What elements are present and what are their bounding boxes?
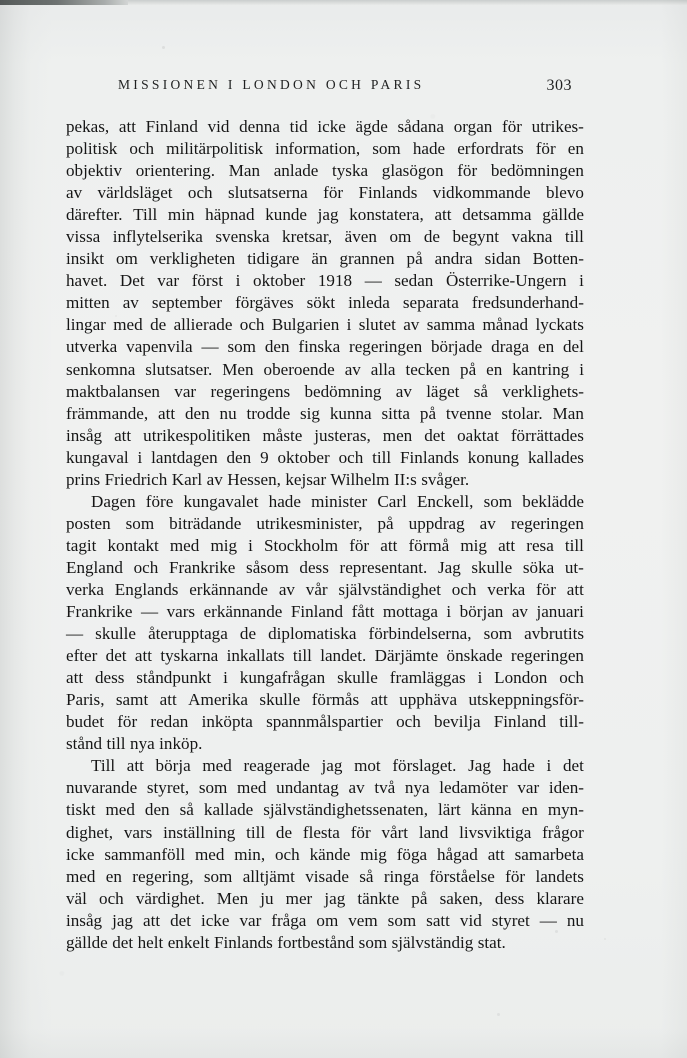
text-line: insikt om verkligheten tidigare än grannen på andra sidan Botten- bbox=[66, 249, 584, 269]
text-line: väl och värdighet. Men ju mer jag tänkte på saken, dess klarare bbox=[66, 888, 584, 908]
text-line: vissa inflytelserika svenska kretsar, även om de begynt vakna till bbox=[66, 227, 584, 247]
text-line: insåg att utrikespolitiken måste justeras, men det oaktat förrättades bbox=[66, 425, 584, 445]
text-line: — skulle återupptaga de diplomatiska förbindelserna, som avbrutits bbox=[66, 624, 584, 644]
text-line: av världsläget och slutsatserna för Finlands vidkommande blevo bbox=[66, 183, 584, 203]
text-line: Frankrike — vars erkännande Finland fått mottaga i början av januari bbox=[66, 602, 584, 622]
text-line: kungaval i lantdagen den 9 oktober och till Finlands konung kallades bbox=[66, 447, 584, 467]
text-line: tagit kontakt med mig i Stockholm för att förmå mig att resa till bbox=[66, 535, 584, 555]
bottom-edge-shadow bbox=[0, 1028, 687, 1058]
text-line: politisk och militärpolitisk information, som hade erfordrats för en bbox=[66, 139, 584, 159]
text-line: England och Frankrike såsom dess representant. Jag skulle söka ut- bbox=[66, 557, 584, 577]
paragraph bbox=[66, 755, 584, 953]
text-line: gällde det helt enkelt Finlands fortbestånd som självständig stat. bbox=[66, 932, 506, 952]
text-line: att dess ståndpunkt i kungafrågan skulle framläggas i London och bbox=[66, 668, 584, 688]
text-line: Paris, samt att Amerika skulle förmås att upphäva utskeppningsför- bbox=[66, 690, 584, 710]
text-line: nuvarande styret, som med undantag av två nya ledamöter var iden- bbox=[66, 778, 584, 798]
gutter-shadow bbox=[0, 0, 52, 1058]
paragraph bbox=[66, 491, 584, 756]
text-line: Dagen före kungavalet hade minister Carl Enckell, som beklädde bbox=[91, 491, 584, 511]
text-line: senkomna slutsatser. Men oberoende av alla tecken på en kantring i bbox=[66, 359, 584, 379]
running-head-title: MISSIONEN I LONDON OCH PARIS bbox=[118, 77, 425, 92]
text-line: icke sammanföll med min, och kände mig föga hågad att samarbeta bbox=[66, 844, 584, 864]
running-head bbox=[66, 76, 582, 98]
scan-top-edge-dark bbox=[0, 0, 128, 5]
scan-speck bbox=[162, 46, 165, 49]
text-line: prins Friedrich Karl av Hessen, kejsar Wilhelm II:s svåger. bbox=[66, 469, 470, 489]
text-line: budet för redan inköpta spannmålspartier och bevilja Finland till- bbox=[66, 712, 584, 732]
text-line: mitten av september förgäves sökt inleda separata fredsunderhand- bbox=[66, 293, 584, 313]
text-line: pekas, att Finland vid denna tid icke ägde sådana organ för utrikes- bbox=[66, 117, 584, 136]
text-line: posten som biträdande utrikesminister, på uppdrag av regeringen bbox=[66, 513, 584, 533]
text-line: Till att börja med reagerade jag mot förslaget. Jag hade i det bbox=[91, 756, 584, 776]
text-line: därefter. Till min häpnad kunde jag konstatera, att detsamma gällde bbox=[66, 205, 584, 225]
text-line: stånd till nya inköp. bbox=[66, 734, 203, 754]
right-edge-shadow bbox=[661, 0, 687, 1058]
scan-speck bbox=[497, 1013, 500, 1016]
text-line: efter det att tyskarna inkallats till landet. Därjämte önskade regeringen bbox=[66, 646, 584, 666]
text-line: havet. Det var först i oktober 1918 — sedan Österrike-Ungern i bbox=[66, 271, 584, 291]
text-line: utverka vapenvila — som den finska regeringen började draga en del bbox=[66, 337, 584, 357]
text-line: insåg jag att det icke var fråga om vem som satt vid styret — nu bbox=[66, 910, 584, 930]
text-line: dighet, vars inställning till de flesta för vårt land livsviktiga frågor bbox=[66, 822, 584, 842]
paragraph bbox=[66, 116, 584, 491]
text-line: verka Englands erkännande av vår självständighet och verka för att bbox=[66, 579, 584, 599]
text-line: maktbalansen var regeringens bedömning av läget så verklighets- bbox=[66, 381, 584, 401]
text-line: tiskt med den så kallade självständighetssenaten, lärt känna en myn- bbox=[66, 800, 584, 820]
text-line: objektiv orientering. Man anlade tyska glasögon för bedömningen bbox=[66, 161, 584, 181]
scan-speck bbox=[604, 938, 606, 940]
text-line: främmande, att den nu trodde sig kunna sitta på tvenne stolar. Man bbox=[66, 403, 584, 423]
text-line: lingar med de allierade och Bulgarien i slutet av samma månad lyckats bbox=[66, 315, 584, 335]
text-line: med en regering, som alltjämt visade så ringa förståelse för landets bbox=[66, 866, 584, 886]
page-number: 303 bbox=[546, 77, 572, 94]
body-text-block bbox=[66, 116, 584, 954]
